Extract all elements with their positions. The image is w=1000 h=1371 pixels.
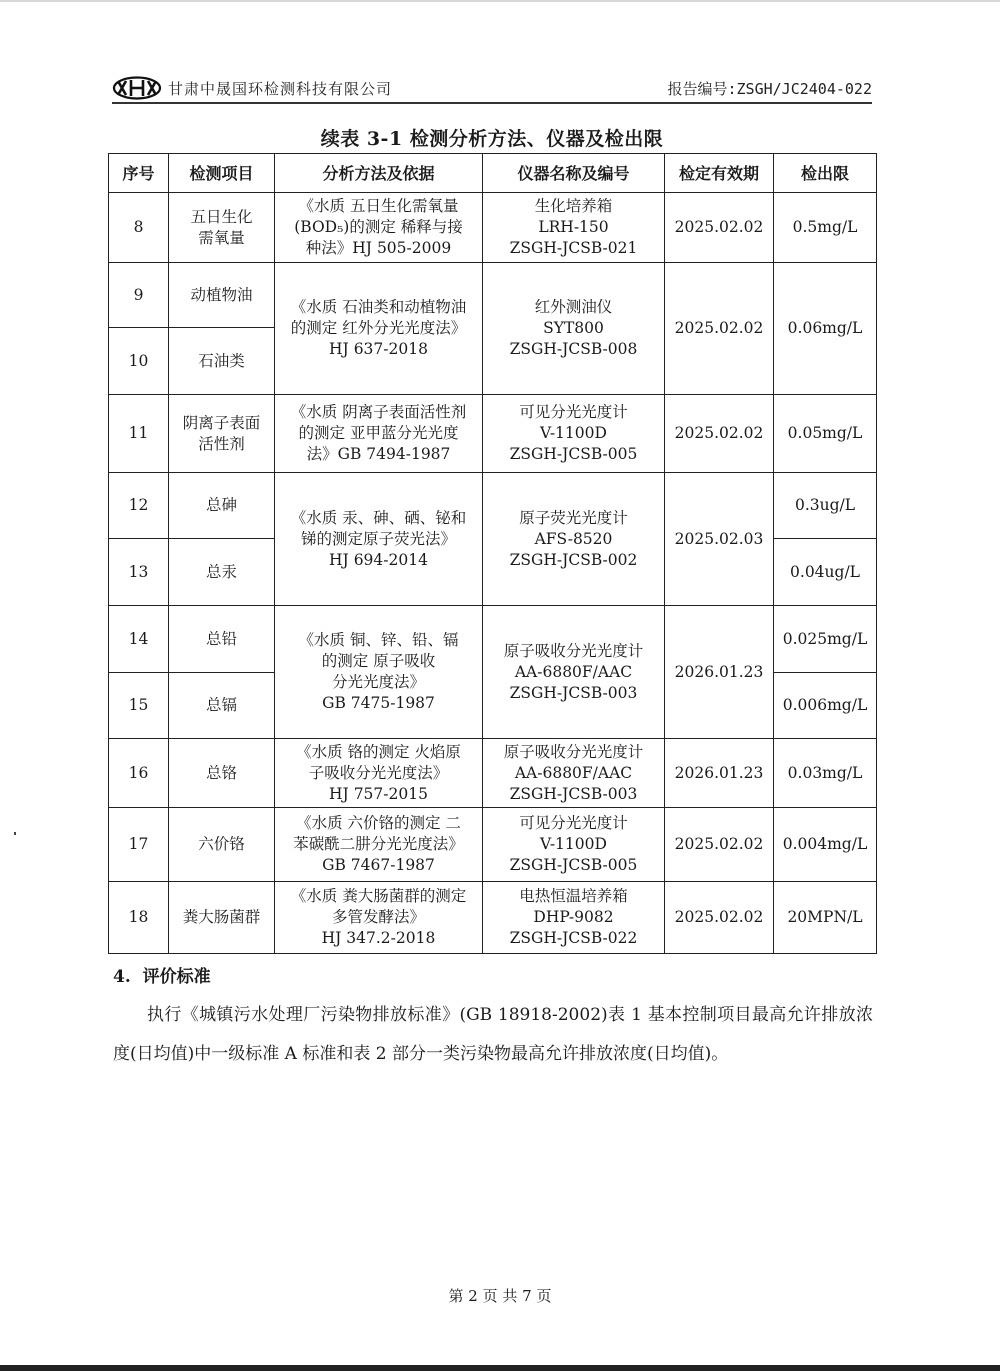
table-row <box>109 193 877 263</box>
cell-limit: 0.025mg/L <box>774 606 877 673</box>
scan-top-edge <box>0 0 1000 2</box>
table-row <box>109 263 877 328</box>
cell-instrument: 生化培养箱 LRH-150 ZSGH-JCSB-021 <box>483 193 665 263</box>
cell-validity: 2026.01.23 <box>665 739 774 808</box>
column-header-item: 检测项目 <box>169 154 275 193</box>
cell-instrument: 红外测油仪 SYT800 ZSGH-JCSB-008 <box>483 263 665 395</box>
table-row <box>109 882 877 954</box>
column-header-limit: 检出限 <box>774 154 877 193</box>
cell-limit: 0.06mg/L <box>774 263 877 395</box>
table-title: 续表 3-1 检测分析方法、仪器及检出限 <box>320 128 664 150</box>
cell-no: 17 <box>109 808 169 882</box>
cell-item: 总铬 <box>169 739 275 808</box>
cell-no: 10 <box>109 328 169 395</box>
cell-no: 16 <box>109 739 169 808</box>
cell-validity: 2025.02.02 <box>665 395 774 473</box>
cell-item: 动植物油 <box>169 263 275 328</box>
cell-limit: 0.05mg/L <box>774 395 877 473</box>
cell-item: 总汞 <box>169 539 275 606</box>
cell-limit: 0.5mg/L <box>774 193 877 263</box>
cell-validity: 2025.02.02 <box>665 808 774 882</box>
report-number: 报告编号:ZSGH/JC2404-022 <box>667 80 872 98</box>
cell-item: 五日生化 需氧量 <box>169 193 275 263</box>
page-number: 第 2 页 共 7 页 <box>448 1287 552 1305</box>
cell-method: 《水质 石油类和动植物油 的测定 红外分光光度法》 HJ 637-2018 <box>275 263 483 395</box>
evaluation-standard-paragraph: 执行《城镇污水处理厂污染物排放标准》(GB 18918-2002)表 1 基本控制项目最高允许排放浓度(日均值)中一级标准 A 标准和表 2 部分一类污染物最高允许排放浓度(日均值)。 <box>113 1005 873 1064</box>
cell-no: 14 <box>109 606 169 673</box>
cell-no: 12 <box>109 473 169 539</box>
cell-no: 13 <box>109 539 169 606</box>
cell-method: 《水质 铜、锌、铅、镉 的测定 原子吸收 分光光度法》 GB 7475-1987 <box>275 606 483 739</box>
cell-item: 六价铬 <box>169 808 275 882</box>
cell-method: 《水质 粪大肠菌群的测定 多管发酵法》 HJ 347.2-2018 <box>275 882 483 954</box>
cell-instrument: 原子荧光光度计 AFS-8520 ZSGH-JCSB-002 <box>483 473 665 606</box>
cell-item: 总砷 <box>169 473 275 539</box>
cell-validity: 2025.02.02 <box>665 193 774 263</box>
cell-limit: 0.006mg/L <box>774 673 877 739</box>
cell-validity: 2025.02.03 <box>665 473 774 606</box>
cell-limit: 0.03mg/L <box>774 739 877 808</box>
table-row <box>109 395 877 473</box>
header-divider <box>112 102 872 104</box>
cell-instrument: 可见分光光度计 V-1100D ZSGH-JCSB-005 <box>483 395 665 473</box>
column-header-method: 分析方法及依据 <box>275 154 483 193</box>
cell-instrument: 原子吸收分光光度计 AA-6880F/AAC ZSGH-JCSB-003 <box>483 739 665 808</box>
cell-validity: 2026.01.23 <box>665 606 774 739</box>
cell-item: 石油类 <box>169 328 275 395</box>
cell-instrument: 电热恒温培养箱 DHP-9082 ZSGH-JCSB-022 <box>483 882 665 954</box>
cell-no: 8 <box>109 193 169 263</box>
table-row <box>109 739 877 808</box>
company-name: 甘肃中晟国环检测科技有限公司 <box>168 80 393 98</box>
cell-method: 《水质 六价铬的测定 二 苯碳酰二肼分光光度法》 GB 7467-1987 <box>275 808 483 882</box>
cell-limit: 0.04ug/L <box>774 539 877 606</box>
company-logo-icon <box>112 76 162 100</box>
cell-method: 《水质 汞、砷、硒、铋和 锑的测定原子荧光法》 HJ 694-2014 <box>275 473 483 606</box>
column-header-instrument: 仪器名称及编号 <box>483 154 665 193</box>
cell-method: 《水质 铬的测定 火焰原 子吸收分光光度法》 HJ 757-2015 <box>275 739 483 808</box>
cell-no: 11 <box>109 395 169 473</box>
cell-limit: 0.3ug/L <box>774 473 877 539</box>
cell-instrument: 可见分光光度计 V-1100D ZSGH-JCSB-005 <box>483 808 665 882</box>
cell-no: 15 <box>109 673 169 739</box>
column-header-no: 序号 <box>109 154 169 193</box>
cell-item: 总铅 <box>169 606 275 673</box>
cell-no: 9 <box>109 263 169 328</box>
section-heading: 4. 评价标准 <box>113 967 211 987</box>
table-header-row <box>109 154 877 193</box>
table-row <box>109 473 877 539</box>
methods-table <box>108 153 877 954</box>
cell-validity: 2025.02.02 <box>665 263 774 395</box>
cell-method: 《水质 五日生化需氧量 (BOD₅)的测定 稀释与接 种法》HJ 505-2009 <box>275 193 483 263</box>
cell-limit: 20MPN/L <box>774 882 877 954</box>
cell-item: 总镉 <box>169 673 275 739</box>
cell-validity: 2025.02.02 <box>665 882 774 954</box>
table-row <box>109 606 877 673</box>
cell-item: 粪大肠菌群 <box>169 882 275 954</box>
cell-no: 18 <box>109 882 169 954</box>
cell-method: 《水质 阴离子表面活性剂 的测定 亚甲蓝分光光度 法》GB 7494-1987 <box>275 395 483 473</box>
cell-limit: 0.004mg/L <box>774 808 877 882</box>
cell-item: 阴离子表面 活性剂 <box>169 395 275 473</box>
table-row <box>109 808 877 882</box>
scan-speck <box>14 832 16 835</box>
column-header-validity: 检定有效期 <box>665 154 774 193</box>
scan-bottom-edge <box>0 1365 1000 1371</box>
page-header <box>112 76 872 102</box>
cell-instrument: 原子吸收分光光度计 AA-6880F/AAC ZSGH-JCSB-003 <box>483 606 665 739</box>
